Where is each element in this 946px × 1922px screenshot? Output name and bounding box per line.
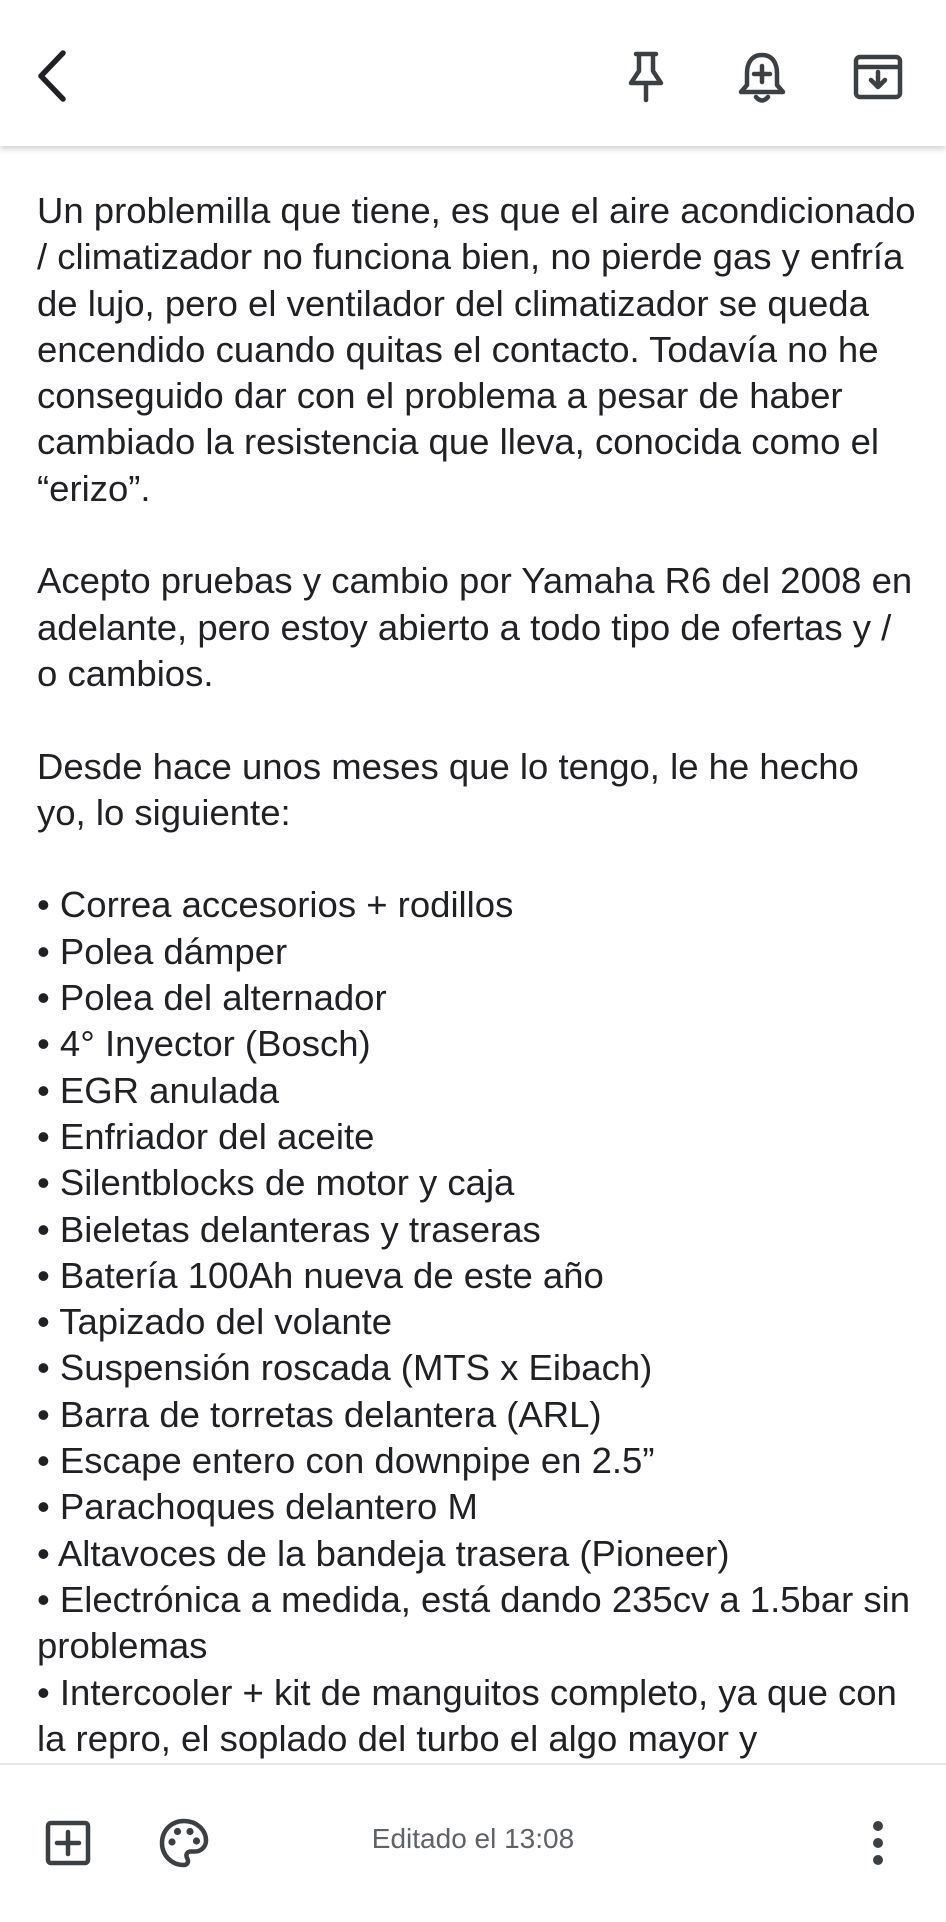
edited-timestamp: Editado el 13:08 [371, 1823, 575, 1854]
list-item: • EGR anulada [37, 1069, 280, 1111]
reminder-button[interactable] [722, 37, 802, 117]
list-item: • Altavoces de la bandeja trasera (Pioneer) [37, 1532, 730, 1574]
bell-plus-icon [736, 49, 788, 105]
more-vert-icon [871, 1819, 885, 1867]
list-item: • Parachoques delantero M [37, 1486, 478, 1528]
arrow-back-icon [33, 48, 73, 104]
list-item: • Polea dámper [37, 930, 288, 972]
list-item: • Enfriador del aceite [37, 1115, 375, 1157]
pin-button[interactable] [606, 37, 686, 117]
note-paragraph: Acepto pruebas y cambio por Yamaha R6 del 2008 en adelante, pero estoy abierto a todo tipo de ofertas y / o cambios. [37, 560, 913, 694]
archive-button[interactable] [838, 37, 918, 117]
top-toolbar [0, 0, 946, 146]
list-item: • Tapizado del volante [37, 1301, 393, 1343]
list-item: • Bieletas delanteras y traseras [37, 1208, 541, 1250]
pin-icon [622, 49, 670, 105]
list-item: • Correa accesorios + rodillos [37, 884, 514, 926]
list-item: • Batería 100Ah nueva de este año [37, 1254, 604, 1296]
note-paragraph: Desde hace unos meses que lo tengo, le he hecho yo, lo siguiente: [37, 745, 859, 833]
list-item: • 4° Inyector (Bosch) [37, 1023, 371, 1065]
list-item: • Escape entero con downpipe en 2.5” [37, 1440, 655, 1482]
list-item: • Silentblocks de motor y caja [37, 1162, 515, 1204]
bottom-toolbar [0, 1763, 946, 1922]
more-options-button[interactable] [838, 1803, 918, 1883]
note-list [37, 882, 917, 1762]
list-item: • Electrónica a medida, está dando 235cv a 1.5bar sin problemas [37, 1578, 911, 1667]
note-body[interactable] [37, 188, 917, 1763]
list-item: • Suspensión roscada (MTS x Eibach) [37, 1347, 653, 1389]
note-paragraph: Un problemilla que tiene, es que el aire acondicionado / climatizador no funciona bien, no pierde gas y enfría de lujo, pero el ventilador del climatizador se queda encendido cuando quitas el contacto. Todavía no he conseguido dar con el problema a pesar de haber cambiado la resistencia que lleva, conocida como el “erizo”. [37, 190, 916, 509]
archive-icon [852, 51, 904, 103]
list-item: • Barra de torretas delantera (ARL) [37, 1393, 602, 1435]
list-item: • Polea del alternador [37, 977, 387, 1019]
back-button[interactable] [13, 36, 93, 116]
list-item: • Intercooler + kit de manguitos completo, ya que con la repro, el soplado del turbo el algo mayor y [37, 1671, 897, 1759]
